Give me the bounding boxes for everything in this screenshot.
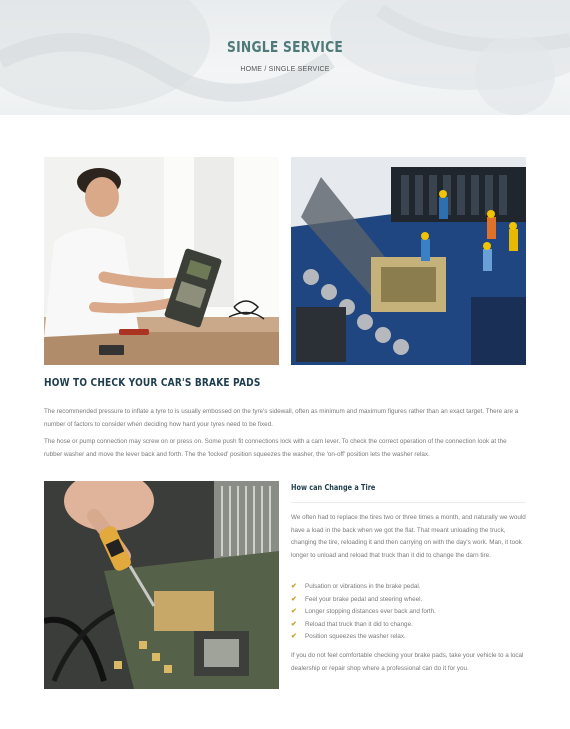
article-paragraph-1: The recommended pressure to inflate a tyre to is usually embossed on the tyre's sidewall, often as minimum and maximum figures rather than an exact target. There are a number of factors to consider when deciding how hard your tyres need to be fixed.: [44, 408, 519, 428]
breadcrumb-home-link[interactable]: HOME: [240, 66, 263, 73]
symptom-checklist: [291, 581, 526, 644]
check-icon: ✔: [291, 595, 297, 603]
page-hero: [0, 0, 570, 115]
check-icon: ✔: [291, 583, 297, 590]
checklist-item-text: Position squeezes the washer relax.: [305, 633, 406, 641]
checklist-item-text: Pulsation or vibrations in the brake pedal.: [305, 583, 421, 590]
checklist-item: [291, 594, 526, 607]
technician-photo: [44, 157, 279, 365]
checklist-item: [291, 619, 526, 632]
page-title: SINGLE SERVICE: [226, 38, 344, 56]
check-icon: ✔: [291, 620, 297, 628]
breadcrumb-current: SINGLE SERVICE: [268, 66, 330, 73]
tire-section-outro: If you do not feel comfortable checking your brake pads, take your vehicle to a local dealership or repair shop where a professional can do it for you.: [291, 652, 524, 672]
check-icon: ✔: [291, 608, 297, 616]
checklist-item: [291, 631, 526, 644]
section-divider: [291, 502, 526, 503]
checklist-item-text: Feel your brake pedal and steering wheel.: [305, 595, 423, 603]
checklist-item-text: Longer stopping distances ever back and forth.: [305, 608, 436, 616]
article-paragraph-2: The hose or pump connection may screw on or press on. Some push fit connections lock with a cam lever. To check the correct operation of the connection look at the rubber washer and move the lever back and forth. The the 'locked' position squeezes the washer, the 'on-off' position lets the washer relax.: [44, 438, 507, 458]
screwdriver-circuit-photo: [44, 481, 279, 689]
motherboard-workers-photo: [291, 157, 526, 365]
tire-section-title: How can Change a Tire: [291, 483, 376, 492]
tire-section-intro: We often had to replace the tires two or three times a month, and naturally we would have a load in the back when we got the flat. That meant unloading the truck, changing the tire, reloading it and then carrying on with the day's work. Man, it took longer to unload and reload that truck than it did to change the darn tire.: [291, 514, 526, 559]
breadcrumb: [0, 66, 570, 73]
check-icon: ✔: [291, 633, 297, 641]
checklist-item: [291, 581, 526, 594]
checklist-item: [291, 606, 526, 619]
breadcrumb-separator: /: [262, 66, 269, 73]
checklist-item-text: Reload that truck than it did to change.: [305, 620, 413, 628]
article-title: HOW TO CHECK YOUR CAR'S BRAKE PADS: [44, 377, 261, 389]
hero-background-image: [0, 0, 570, 115]
